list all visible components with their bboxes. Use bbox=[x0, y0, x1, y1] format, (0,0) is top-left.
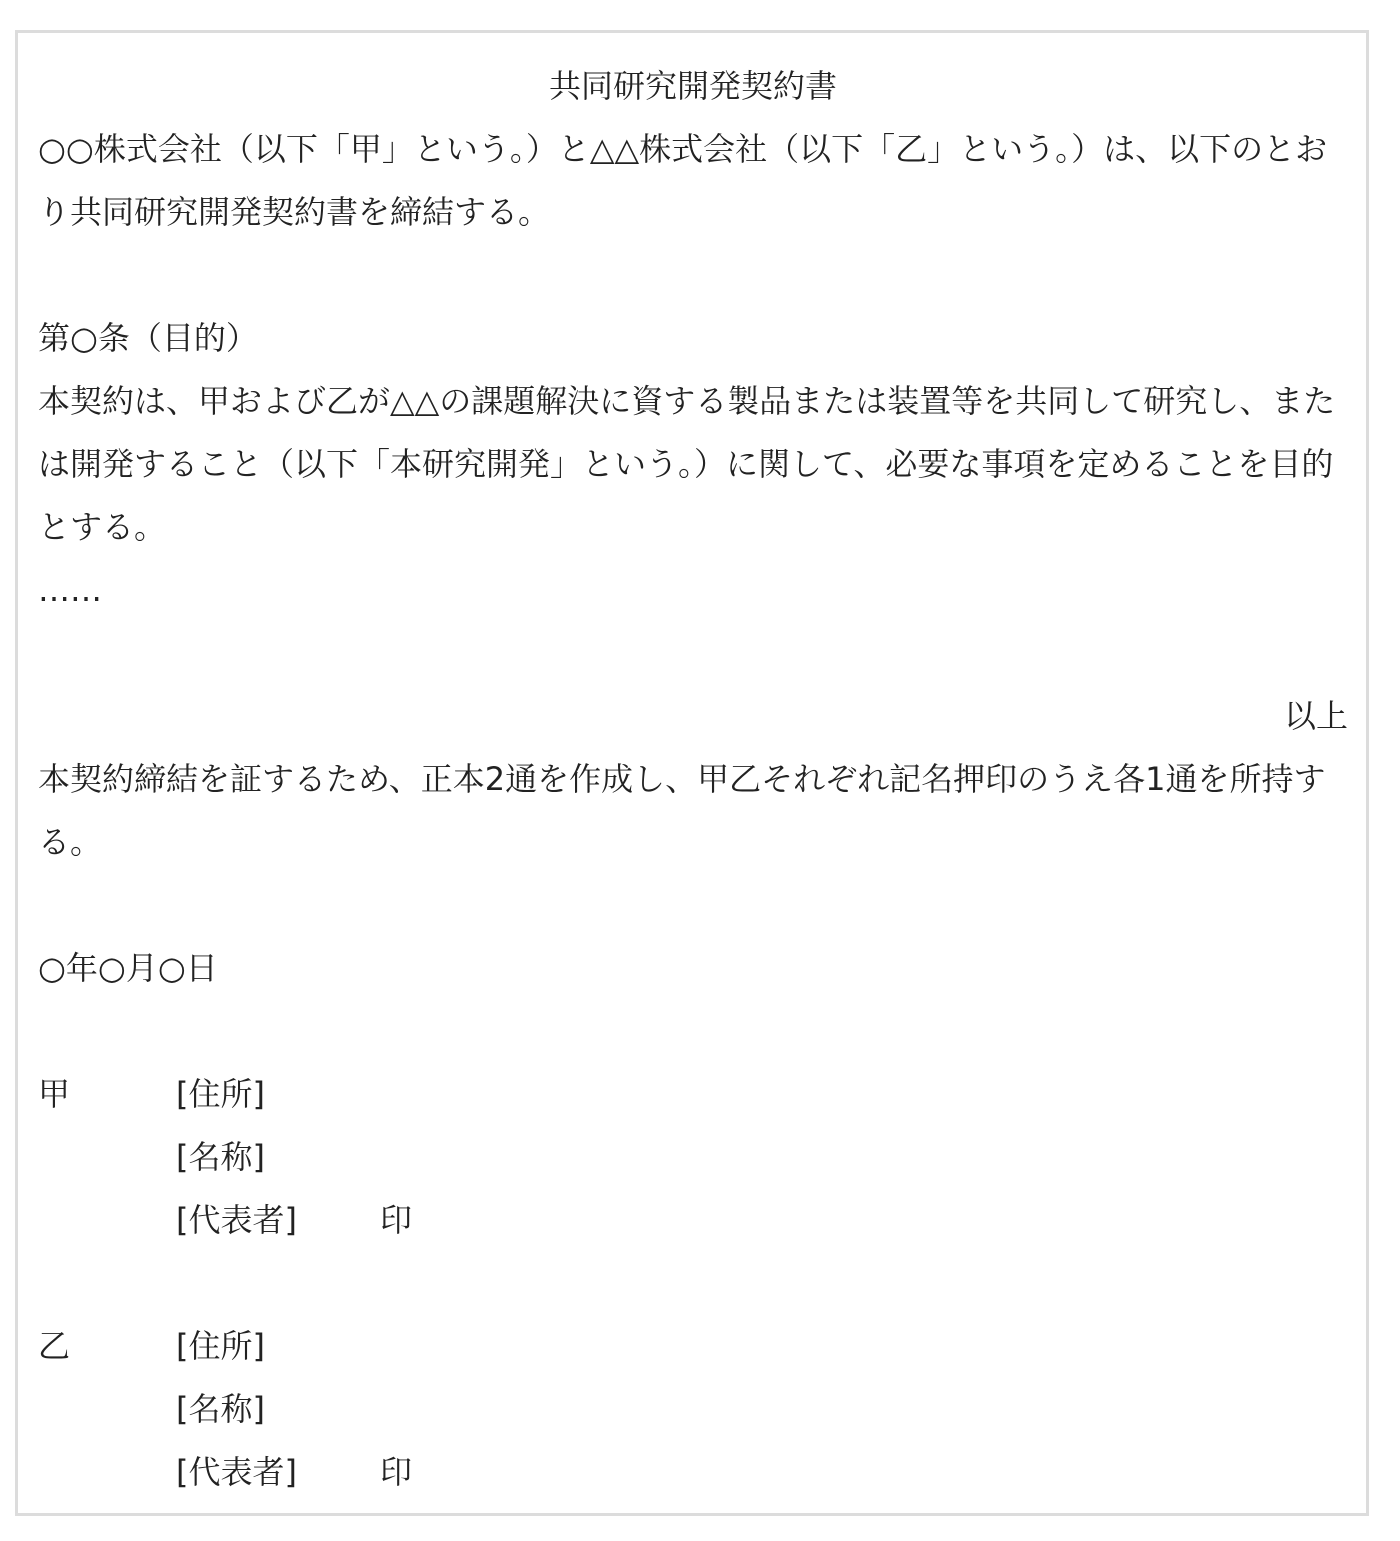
signature-row bbox=[38, 1126, 1348, 1189]
name-label: [名称] bbox=[176, 1390, 265, 1428]
document-title: 共同研究開発契約書 bbox=[548, 67, 837, 105]
spacer bbox=[38, 874, 1348, 937]
spacer bbox=[38, 1000, 1348, 1063]
witness-clause: 本契約締結を証するため、正本2通を作成し、甲乙それぞれ記名押印のうえ各1通を所持する。 bbox=[38, 760, 1326, 861]
signature-row bbox=[38, 1315, 1348, 1378]
address-label: [住所] bbox=[176, 1075, 265, 1113]
preamble-text: ○○株式会社（以下「甲」という。）と△△株式会社（以下「乙」という。）は、以下のとおり共同研究開発契約書を締結する。 bbox=[38, 130, 1328, 231]
spacer bbox=[38, 1252, 1348, 1315]
party-label: 甲 bbox=[38, 1075, 71, 1113]
party-label-spacer bbox=[38, 1189, 176, 1252]
party-label-spacer bbox=[38, 1378, 176, 1441]
seal-mark: 印 bbox=[380, 1201, 413, 1239]
contract-date: ○年○月○日 bbox=[38, 949, 218, 987]
signature-block-party-b bbox=[38, 1315, 1348, 1504]
representative-label: [代表者] bbox=[176, 1201, 297, 1239]
article-body: 本契約は、甲および乙が△△の課題解決に資する製品または装置等を共同して研究し、または開発すること（以下「本研究開発」という。）に関して、必要な事項を定めることを目的とする。 bbox=[38, 382, 1336, 546]
party-label: 乙 bbox=[38, 1327, 71, 1365]
signature-row bbox=[38, 1441, 1348, 1504]
closing-mark: 以上 bbox=[1283, 697, 1348, 735]
representative-label: [代表者] bbox=[176, 1453, 297, 1491]
ellipsis-text: …… bbox=[38, 571, 102, 609]
article-heading: 第○条（目的） bbox=[38, 319, 258, 357]
address-label: [住所] bbox=[176, 1327, 265, 1365]
document-body bbox=[38, 55, 1348, 1504]
spacer bbox=[38, 244, 1348, 307]
signature-row bbox=[38, 1189, 1348, 1252]
signature-row bbox=[38, 1063, 1348, 1126]
party-label-spacer bbox=[38, 1441, 176, 1504]
name-label: [名称] bbox=[176, 1138, 265, 1176]
seal-mark: 印 bbox=[380, 1453, 413, 1491]
signature-block-party-a bbox=[38, 1063, 1348, 1252]
party-label-spacer bbox=[38, 1126, 176, 1189]
signature-row bbox=[38, 1378, 1348, 1441]
document-frame bbox=[15, 30, 1369, 1516]
spacer bbox=[38, 622, 1348, 685]
